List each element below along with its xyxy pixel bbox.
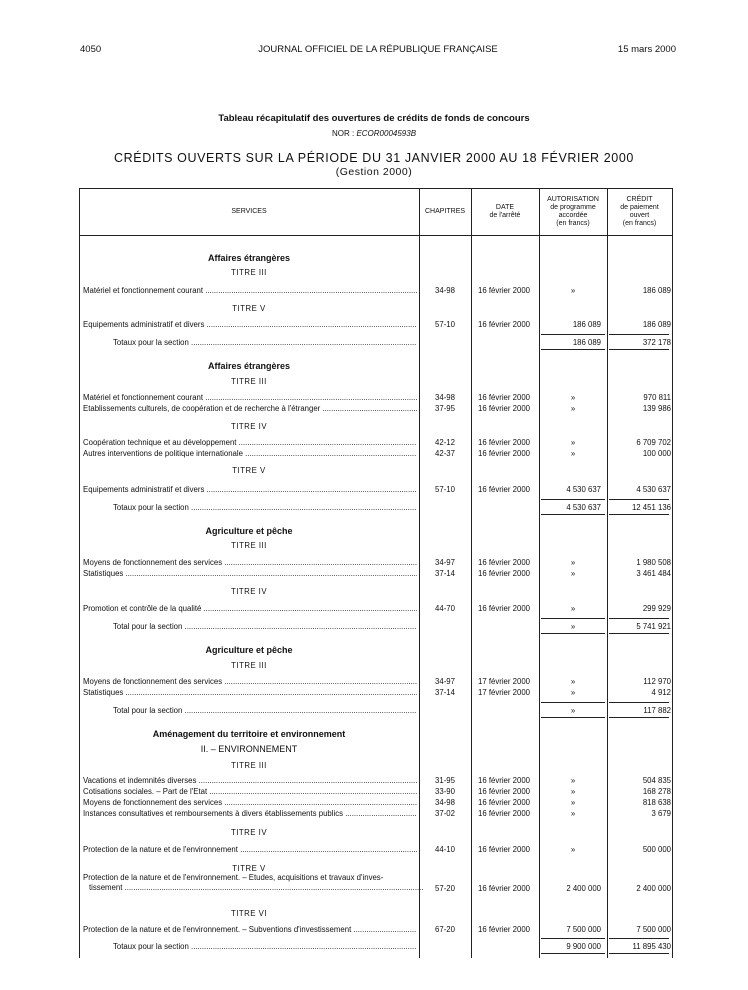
chapitre-cell: 37-14 — [435, 569, 455, 578]
service-label: Moyens de fonctionnement des services ..... — [83, 676, 417, 687]
chapitre-cell: 44-70 — [435, 604, 455, 613]
autorisation-cell: » — [570, 809, 576, 818]
total-rule — [609, 938, 669, 939]
autorisation-cell: » — [570, 569, 576, 578]
credit-cell: 139 986 — [642, 404, 671, 413]
section-title: Agriculture et pêche — [205, 645, 293, 655]
total-rule — [609, 702, 669, 703]
date-cell: 16 février 2000 — [477, 604, 530, 613]
credit-cell: 970 811 — [643, 393, 671, 402]
issue-date: 15 mars 2000 — [617, 44, 676, 55]
nor-code: ECOR0004593B — [356, 129, 417, 138]
section-total-autorisation: 186 089 — [572, 338, 601, 347]
autorisation-cell: » — [570, 604, 576, 613]
date-cell: 16 février 2000 — [477, 485, 530, 494]
service-label: Promotion et contrôle de la qualité ..... — [83, 603, 417, 614]
date-cell: 16 février 2000 — [477, 286, 530, 295]
autorisation-cell: » — [570, 438, 576, 447]
date-cell: 16 février 2000 — [477, 393, 530, 402]
section-title: Agriculture et pêche — [205, 526, 293, 536]
credit-cell: 100 000 — [642, 449, 671, 458]
header-cp-l1: CRÉDIT — [626, 195, 653, 203]
titre-label: TITRE V — [232, 304, 266, 313]
autorisation-cell: » — [570, 449, 576, 458]
credit-cell: 7 500 000 — [636, 925, 671, 934]
credit-cell: 1 980 508 — [636, 558, 671, 567]
header-chapitres-label: CHAPITRES — [424, 207, 466, 215]
date-cell: 16 février 2000 — [477, 776, 530, 785]
chapitre-cell: 42-37 — [435, 449, 455, 458]
total-rule — [609, 633, 669, 634]
titre-label: TITRE IV — [230, 422, 268, 431]
titre-label: TITRE IV — [230, 587, 268, 596]
service-label: Instances consultatives et remboursements à divers établissements publics ..... — [83, 808, 417, 819]
service-label: Moyens de fonctionnement des services ..... — [83, 797, 417, 808]
autorisation-cell: » — [570, 787, 576, 796]
chapitre-cell: 57-10 — [435, 485, 455, 494]
titre-label: TITRE III — [231, 268, 267, 277]
credit-cell: 6 709 702 — [636, 438, 671, 447]
header-ap-l2: de programme — [550, 203, 596, 211]
chapitre-cell: 33-90 — [435, 787, 455, 796]
titre-label: TITRE IV — [230, 828, 268, 837]
titre-label: TITRE III — [231, 377, 267, 386]
chapitre-cell: 67-20 — [435, 925, 455, 934]
total-rule — [609, 618, 669, 619]
chapitre-cell: 42-12 — [435, 438, 455, 447]
section-title: Aménagement du territoire et environnement — [152, 729, 346, 739]
credit-cell: 3 679 — [651, 809, 671, 818]
service-label: Protection de la nature et de l'environnement. – Subventions d'investissement ..... — [83, 924, 417, 935]
autorisation-cell: » — [570, 677, 576, 686]
page-header — [80, 44, 676, 56]
header-autorisation — [539, 188, 607, 235]
credit-cell: 299 929 — [642, 604, 671, 613]
service-label-line2: tissement ..... — [89, 883, 423, 893]
nor-reference — [0, 129, 748, 138]
autorisation-cell: » — [570, 688, 576, 697]
chapitre-cell: 57-10 — [435, 320, 455, 329]
titre-label: TITRE V — [232, 466, 266, 475]
credit-cell: 500 000 — [642, 845, 671, 854]
header-separator — [79, 235, 673, 236]
total-rule — [541, 499, 605, 500]
service-label: Equipements administratif et divers ..... — [83, 319, 417, 330]
service-label: Protection de la nature et de l'environnement ..... — [83, 844, 417, 855]
section-total-label: Total pour la section ..... — [113, 705, 417, 716]
section-total-autorisation: » — [570, 706, 576, 715]
header-services — [79, 188, 419, 235]
section-total-credit: 372 178 — [642, 338, 671, 347]
chapitre-cell: 44-10 — [435, 845, 455, 854]
service-label: Coopération technique et au développement ..... — [83, 437, 417, 448]
credit-cell: 3 461 484 — [636, 569, 671, 578]
section-total-label: Total pour la section ..... — [113, 621, 417, 632]
date-cell: 16 février 2000 — [477, 787, 530, 796]
total-rule — [541, 938, 605, 939]
journal-title: JOURNAL OFFICIEL DE LA RÉPUBLIQUE FRANÇAISE — [258, 44, 498, 55]
header-date-l1: DATE — [495, 203, 515, 211]
chapitre-cell: 37-14 — [435, 688, 455, 697]
autorisation-cell: 7 500 000 — [566, 925, 601, 934]
date-cell: 16 février 2000 — [477, 845, 530, 854]
section-total-credit: 117 882 — [643, 706, 671, 715]
credit-cell: 4 912 — [651, 688, 671, 697]
section-total-autorisation: 4 530 637 — [566, 503, 601, 512]
chapitre-cell: 57-20 — [435, 884, 455, 893]
titre-label: TITRE III — [231, 661, 267, 670]
col-border — [419, 188, 420, 958]
header-chapitres — [419, 188, 471, 235]
credit-cell: 168 278 — [642, 787, 671, 796]
header-ap-l3: accordée — [558, 211, 588, 219]
service-label: Statistiques ..... — [83, 568, 417, 579]
service-label: Autres interventions de politique internationale ..... — [83, 448, 417, 459]
autorisation-cell: 2 400 000 — [566, 884, 601, 893]
credit-cell: 186 089 — [642, 320, 671, 329]
total-rule — [541, 702, 605, 703]
section-total-credit: 12 451 136 — [631, 503, 671, 512]
chapitre-cell: 34-98 — [435, 286, 455, 295]
total-rule — [541, 618, 605, 619]
credit-cell: 818 638 — [642, 798, 671, 807]
autorisation-cell: » — [570, 845, 576, 854]
autorisation-cell: » — [570, 558, 576, 567]
autorisation-cell: » — [570, 798, 576, 807]
service-label: Matériel et fonctionnement courant ..... — [83, 392, 417, 403]
period-subheading: (Gestion 2000) — [335, 166, 413, 178]
date-cell: 16 février 2000 — [477, 569, 530, 578]
total-rule — [609, 717, 669, 718]
chapitre-cell: 34-97 — [435, 558, 455, 567]
date-cell: 16 février 2000 — [477, 798, 530, 807]
credit-cell: 112 970 — [643, 677, 671, 686]
date-cell: 16 février 2000 — [477, 449, 530, 458]
autorisation-cell: » — [570, 404, 576, 413]
section-title: Affaires étrangères — [207, 253, 291, 263]
service-label-line1: Protection de la nature et de l'environnement. – Etudes, acquisitions et travaux d'inves- — [83, 873, 384, 882]
service-label: Moyens de fonctionnement des services ..... — [83, 557, 417, 568]
section-total-credit: 11 895 430 — [632, 942, 671, 951]
chapitre-cell: 37-02 — [435, 809, 455, 818]
total-rule — [541, 953, 605, 954]
titre-label: TITRE V — [232, 864, 266, 873]
section-total-autorisation: » — [570, 622, 576, 631]
header-cp-l3: ouvert — [629, 211, 650, 219]
service-label: Cotisations sociales. – Part de l'Etat ..... — [83, 786, 417, 797]
total-rule — [541, 349, 605, 350]
total-rule — [609, 953, 669, 954]
date-cell: 16 février 2000 — [477, 925, 530, 934]
service-label: Statistiques ..... — [83, 687, 417, 698]
total-rule — [541, 514, 605, 515]
credit-cell: 186 089 — [642, 286, 671, 295]
nor-label: NOR : — [331, 129, 355, 138]
document-title: Tableau récapitulatif des ouvertures de crédits de fonds de concours — [218, 113, 530, 124]
total-rule — [609, 514, 669, 515]
section-total-label: Totaux pour la section ..... — [113, 337, 417, 348]
section-total-label: Totaux pour la section ..... — [113, 941, 417, 952]
chapitre-cell: 31-95 — [435, 776, 455, 785]
service-label: Etablissements culturels, de coopération et de recherche à l'étranger ..... — [83, 403, 417, 414]
autorisation-cell: » — [570, 286, 576, 295]
service-label: Vacations et indemnités diverses ..... — [83, 775, 417, 786]
credit-cell: 504 835 — [642, 776, 671, 785]
titre-label: TITRE III — [231, 761, 267, 770]
service-label: Equipements administratif et divers ..... — [83, 484, 417, 495]
autorisation-cell: 4 530 637 — [566, 485, 601, 494]
date-cell: 16 février 2000 — [477, 558, 530, 567]
period-heading: CRÉDITS OUVERTS SUR LA PÉRIODE DU 31 JANVIER 2000 AU 18 FÉVRIER 2000 — [114, 151, 634, 165]
section-title: Affaires étrangères — [207, 361, 291, 371]
date-cell: 17 février 2000 — [477, 688, 530, 697]
section-subtitle: II. – ENVIRONNEMENT — [200, 744, 298, 754]
chapitre-cell: 34-97 — [435, 677, 455, 686]
titre-label: TITRE VI — [230, 909, 268, 918]
header-services-label: SERVICES — [231, 207, 267, 215]
service-label — [83, 873, 417, 893]
section-total-credit: 5 741 921 — [636, 622, 671, 631]
service-label: Matériel et fonctionnement courant ..... — [83, 285, 417, 296]
total-rule — [541, 633, 605, 634]
header-ap-l1: AUTORISATION — [547, 195, 599, 203]
autorisation-cell: » — [570, 776, 576, 785]
chapitre-cell: 37-95 — [435, 404, 455, 413]
section-total-autorisation: 9 900 000 — [566, 942, 601, 951]
credit-cell: 2 400 000 — [636, 884, 671, 893]
header-date — [471, 188, 539, 235]
total-rule — [609, 349, 669, 350]
total-rule — [609, 499, 669, 500]
header-ap-l4: (en francs) — [556, 219, 590, 227]
date-cell: 16 février 2000 — [477, 438, 530, 447]
titre-label: TITRE III — [231, 541, 267, 550]
date-cell: 16 février 2000 — [477, 320, 530, 329]
header-credit — [607, 188, 672, 235]
header-cp-l2: de paiement — [620, 203, 659, 211]
date-cell: 16 février 2000 — [477, 884, 530, 893]
autorisation-cell: 186 089 — [572, 320, 601, 329]
date-cell: 17 février 2000 — [477, 677, 530, 686]
chapitre-cell: 34-98 — [435, 393, 455, 402]
page-number: 4050 — [80, 44, 102, 55]
total-rule — [541, 334, 605, 335]
section-total-label: Totaux pour la section ..... — [113, 502, 417, 513]
chapitre-cell: 34-98 — [435, 798, 455, 807]
header-date-l2: de l'arrêté — [489, 211, 521, 219]
date-cell: 16 février 2000 — [477, 809, 530, 818]
total-rule — [609, 334, 669, 335]
col-border — [672, 188, 673, 958]
total-rule — [541, 717, 605, 718]
date-cell: 16 février 2000 — [477, 404, 530, 413]
credits-table — [79, 188, 673, 958]
credit-cell: 4 530 637 — [636, 485, 671, 494]
header-cp-l4: (en francs) — [622, 219, 657, 227]
autorisation-cell: » — [570, 393, 576, 402]
